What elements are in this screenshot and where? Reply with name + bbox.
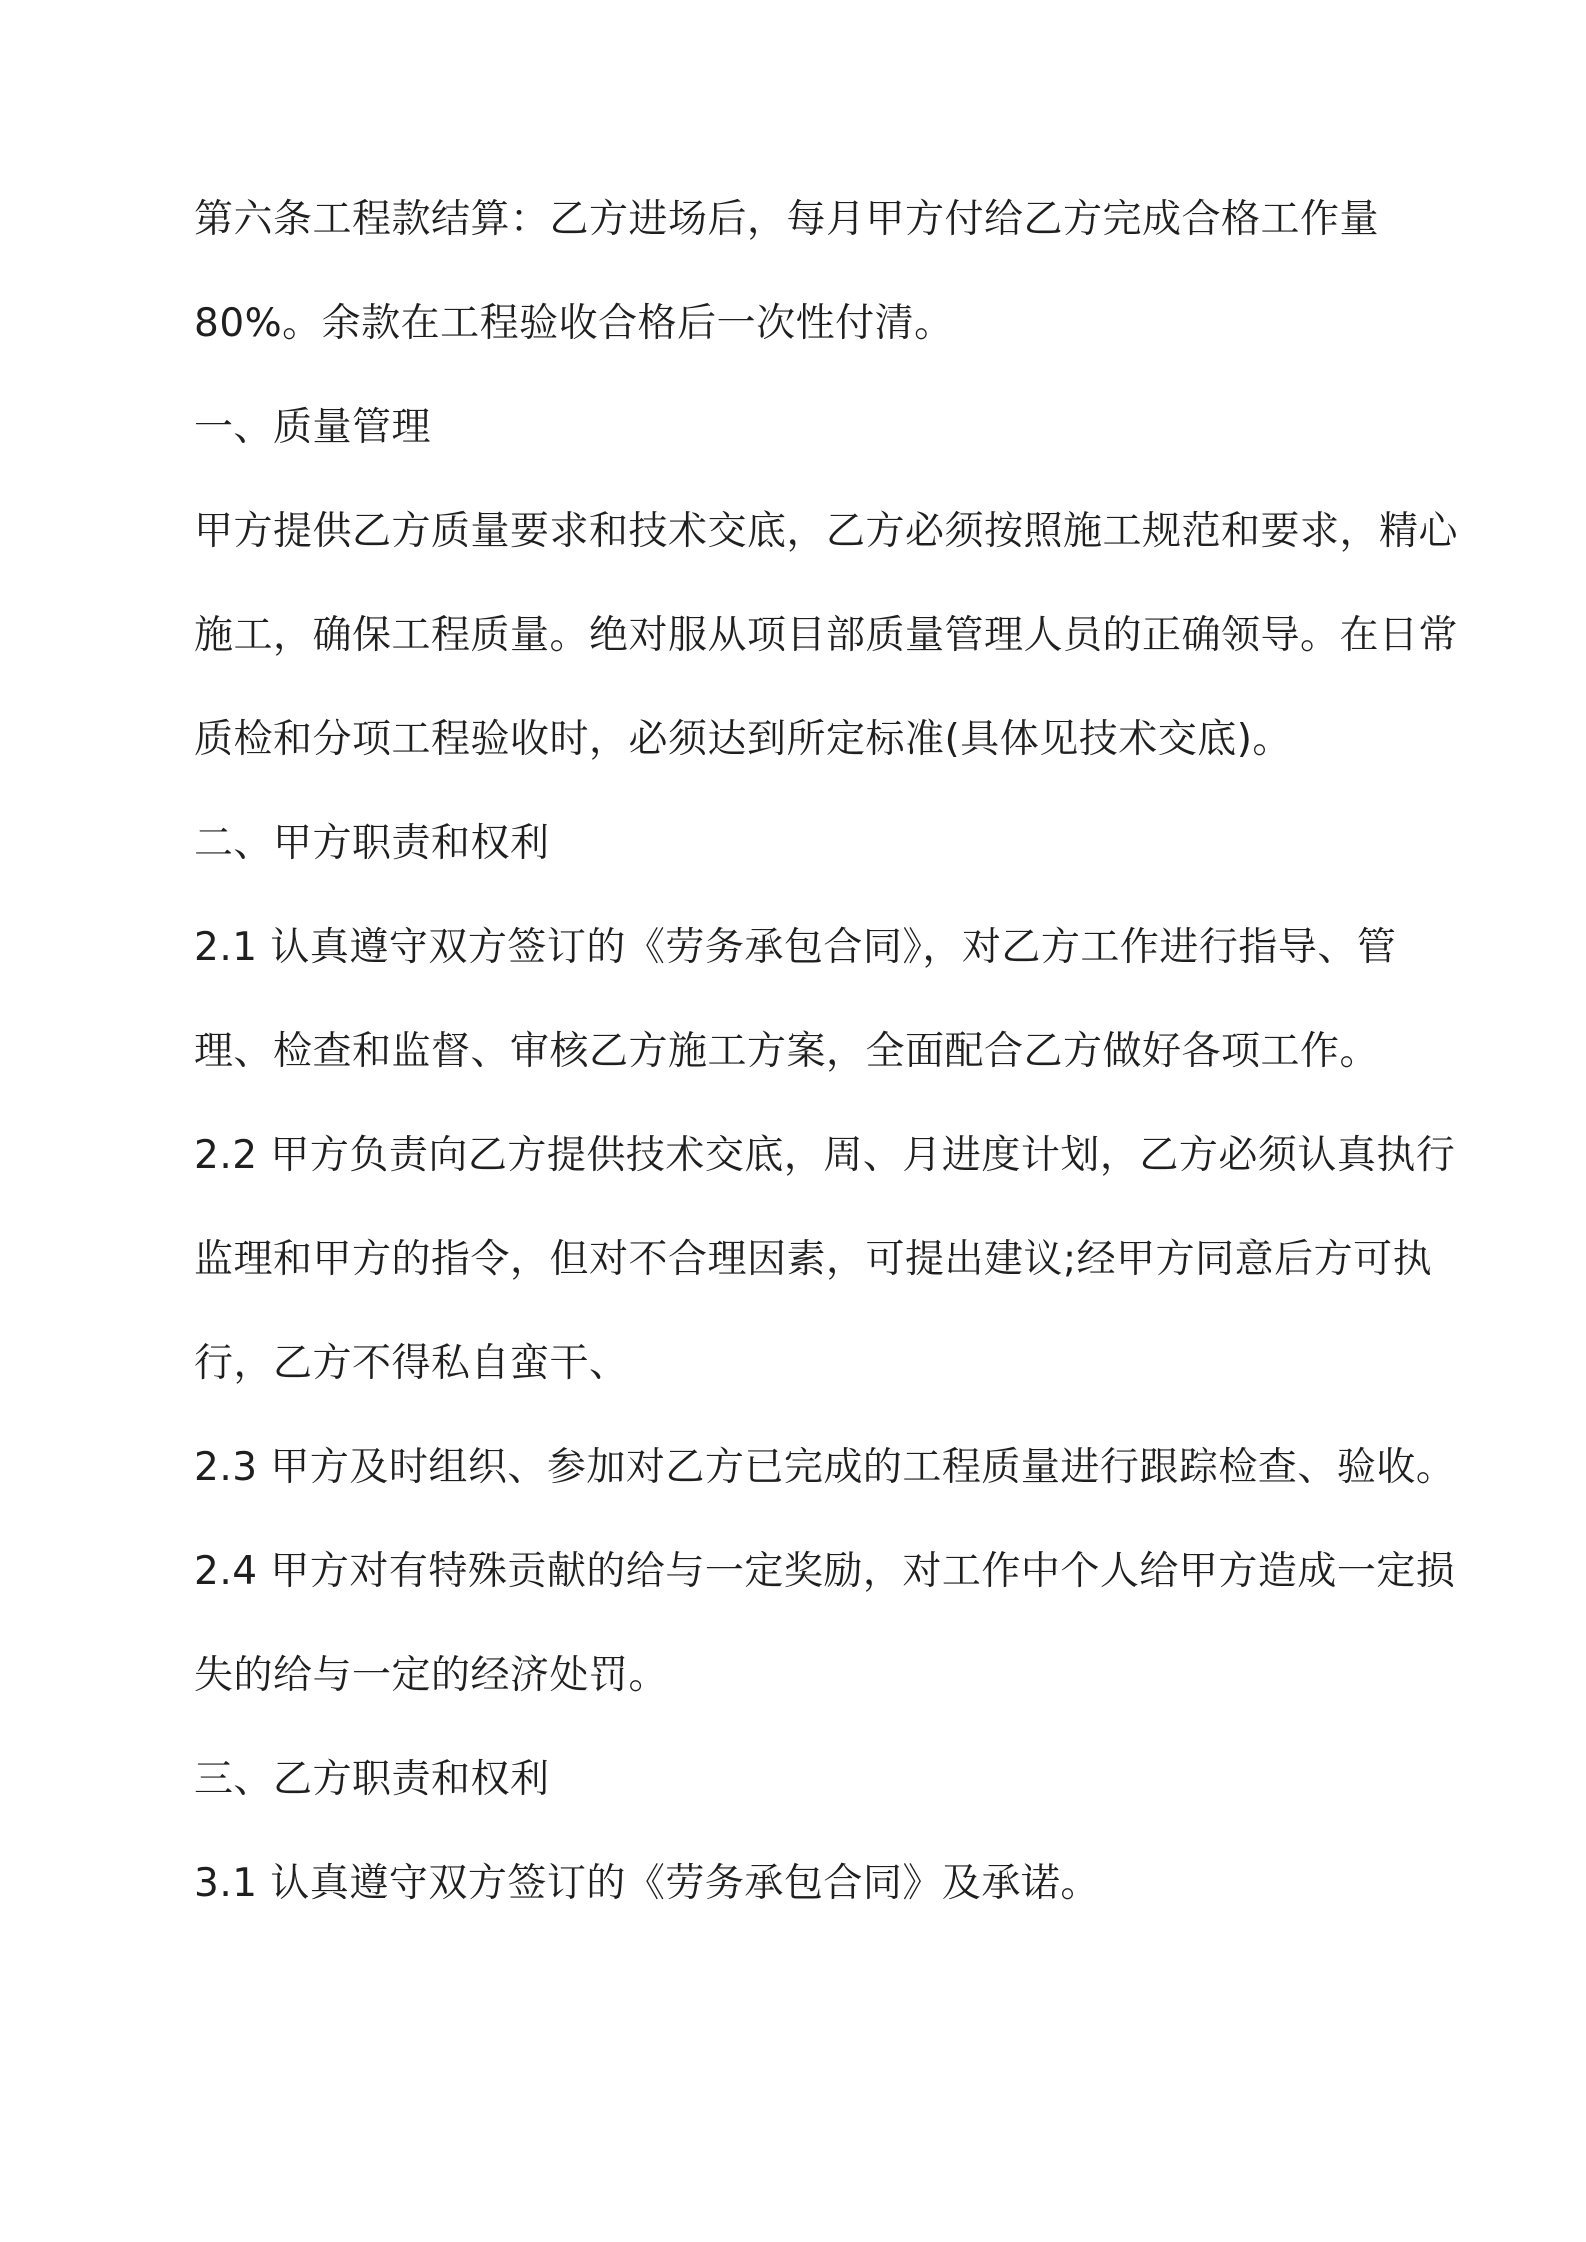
- section-heading: 三、乙方职责和权利: [194, 1757, 550, 1802]
- document-body: [194, 190, 1459, 1958]
- text-line: 施工，确保工程质量。绝对服从项目部质量管理人员的正确领导。在日常: [194, 613, 1459, 658]
- section-heading: 二、甲方职责和权利: [194, 821, 550, 866]
- text-line: 监理和甲方的指令，但对不合理因素，可提出建议;经甲方同意后方可执: [194, 1237, 1433, 1282]
- text-line: 2.3 甲方及时组织、参加对乙方已完成的工程质量进行跟踪检查、验收。: [194, 1445, 1456, 1490]
- text-line: 失的给与一定的经济处罚。: [194, 1653, 669, 1698]
- section-heading: 一、质量管理: [194, 405, 432, 450]
- text-line: 第六条工程款结算：乙方进场后，每月甲方付给乙方完成合格工作量: [194, 197, 1380, 242]
- text-line: 甲方提供乙方质量要求和技术交底，乙方必须按照施工规范和要求，精心: [194, 509, 1459, 554]
- text-line: 2.1 认真遵守双方签订的《劳务承包合同》，对乙方工作进行指导、管: [194, 925, 1397, 970]
- text-line: 2.2 甲方负责向乙方提供技术交底，周、月进度计划，乙方必须认真执行: [194, 1133, 1456, 1178]
- text-line: 行，乙方不得私自蛮干、: [194, 1341, 629, 1386]
- text-line: 理、检查和监督、审核乙方施工方案，全面配合乙方做好各项工作。: [194, 1029, 1380, 1074]
- text-line: 3.1 认真遵守双方签订的《劳务承包合同》及承诺。: [194, 1861, 1100, 1906]
- text-line: 2.4 甲方对有特殊贡献的给与一定奖励，对工作中个人给甲方造成一定损: [194, 1549, 1456, 1594]
- text-line: 质检和分项工程验收时，必须达到所定标准(具体见技术交底)。: [194, 717, 1292, 762]
- text-line: 80%。余款在工程验收合格后一次性付清。: [194, 301, 954, 346]
